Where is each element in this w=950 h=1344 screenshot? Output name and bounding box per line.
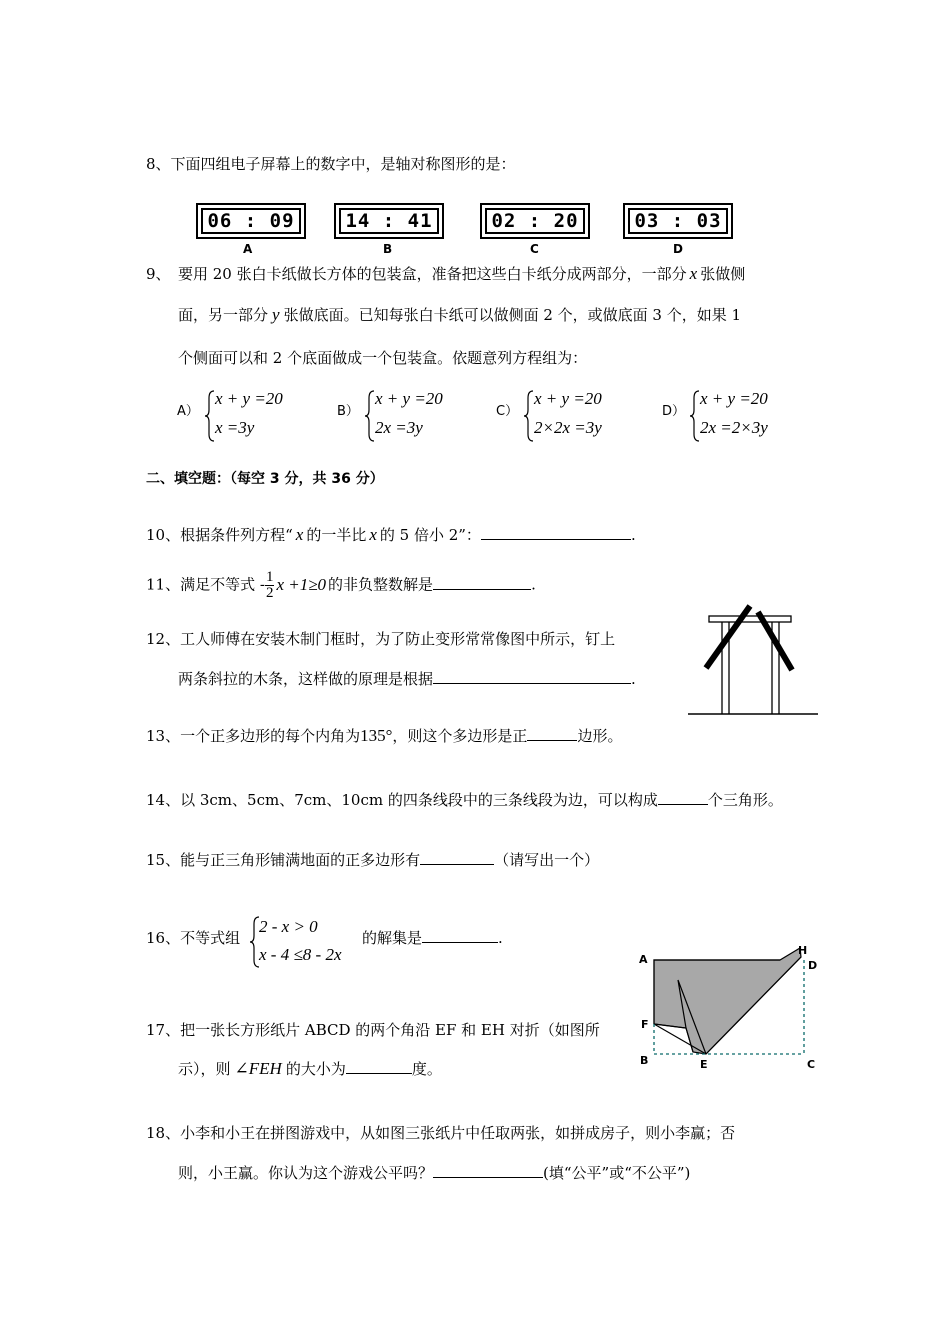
clock-display: 03 : 03 [628, 208, 728, 234]
label-c: C [807, 1058, 816, 1071]
answer-blank[interactable] [346, 1059, 412, 1074]
inequality-1: 2 - x > 0 [259, 917, 318, 936]
option-d: D） x + y =20 2x =2×3y [662, 388, 812, 444]
question-18-line2: 则，小王赢。你认为这个游戏公平吗？ (填“公平”或“不公平”) [178, 1164, 691, 1182]
label-h: H [798, 944, 808, 957]
question-18: 18、小李和小王在拼图游戏中，从如图三张纸片中任取两张，如拼成房子，则小李赢；否 [146, 1124, 736, 1142]
label-a: A [639, 953, 648, 966]
question-9 [146, 263, 171, 284]
question-8 [146, 153, 516, 174]
door-frame-figure [688, 604, 820, 716]
clock-label-b: B [383, 242, 393, 256]
clock-display: 06 : 09 [201, 208, 301, 234]
answer-blank[interactable] [433, 575, 531, 590]
question-17-line2: 示），则 ∠FEH 的大小为 度。 [178, 1059, 442, 1078]
question-12: 12、工人师傅在安装木制门框时，为了防止变形常常像图中所示，钉上 [146, 630, 616, 648]
question-9-line1: 要用 20 张白卡纸做长方体的包装盒，准备把这些白卡纸分成两部分，一部分 x 张做侧 [178, 264, 746, 283]
label-e: E [700, 1058, 708, 1071]
answer-blank[interactable] [420, 850, 494, 865]
answer-blank[interactable] [422, 928, 498, 943]
clock-display: 02 : 20 [485, 208, 585, 234]
question-16-tail: 的解集是 . [362, 929, 503, 947]
fraction: $\frac{1}{2}$ [265, 569, 274, 601]
question-12-line2: 两条斜拉的木条，这样做的原理是根据 . [178, 670, 636, 688]
answer-blank[interactable] [658, 790, 708, 805]
option-a: A） x + y =20 x =3y [177, 388, 327, 444]
inequality-2: x - 4 ≤8 - 2x [259, 945, 342, 964]
question-14: 14、以 3cm、5cm、7cm、10cm 的四条线段中的三条线段为边，可以构成 个三角形。 [146, 791, 783, 809]
answer-blank[interactable] [527, 726, 577, 741]
answer-blank[interactable] [433, 669, 631, 684]
question-16: 16、不等式组 [146, 929, 241, 947]
option-label: C） [496, 404, 519, 419]
question-9-line2: 面，另一部分 y 张做底面。已知每张白卡纸可以做侧面 2 个，或做底面 3 个，如果 1 [178, 305, 742, 324]
clock-display: 14 : 41 [339, 208, 439, 234]
answer-blank[interactable] [433, 1163, 543, 1178]
label-d: D [808, 959, 818, 972]
option-label: A） [177, 404, 199, 419]
label-b: B [640, 1054, 649, 1067]
question-13: 13、一个正多边形的每个内角为135°，则这个多边形是正 边形。 [146, 726, 623, 745]
question-17: 17、把一张长方形纸片 ABCD 的两个角沿 EF 和 EH 对折（如图所 [146, 1021, 600, 1039]
folded-rectangle-figure [636, 940, 820, 1074]
question-15: 15、能与正三角形铺满地面的正多边形有 （请写出一个） [146, 851, 600, 869]
clock-a [196, 203, 306, 239]
question-number: 8、 [146, 155, 171, 173]
question-number: 9、 [146, 265, 171, 283]
option-label: B） [337, 404, 359, 419]
clock-b [334, 203, 444, 239]
answer-blank[interactable] [481, 525, 631, 540]
option-b: B） x + y =20 2x =3y [337, 388, 487, 444]
clock-d [623, 203, 733, 239]
question-9-line3: 个侧面可以和 2 个底面做成一个包装盒。依题意列方程组为： [178, 349, 588, 367]
option-label: D） [662, 404, 686, 419]
question-10: 10、根据条件列方程“ x 的一半比 x 的 5 倍小 2”： . [146, 525, 636, 544]
question-text: 下面四组电子屏幕上的数字中，是轴对称图形的是： [170, 155, 516, 173]
section-heading: 二、填空题：（每空 3 分，共 36 分） [146, 471, 384, 487]
clock-label-a: A [243, 242, 253, 256]
label-f: F [641, 1018, 649, 1031]
option-c: C） x + y =20 2×2x =3y [496, 388, 646, 444]
question-11: 11、满足不等式 - $\frac{1}{2}$ x +1≥0 的非负整数解是 . [146, 569, 536, 601]
clock-label-c: C [530, 242, 539, 256]
clock-c [480, 203, 590, 239]
clock-label-d: D [673, 242, 683, 256]
